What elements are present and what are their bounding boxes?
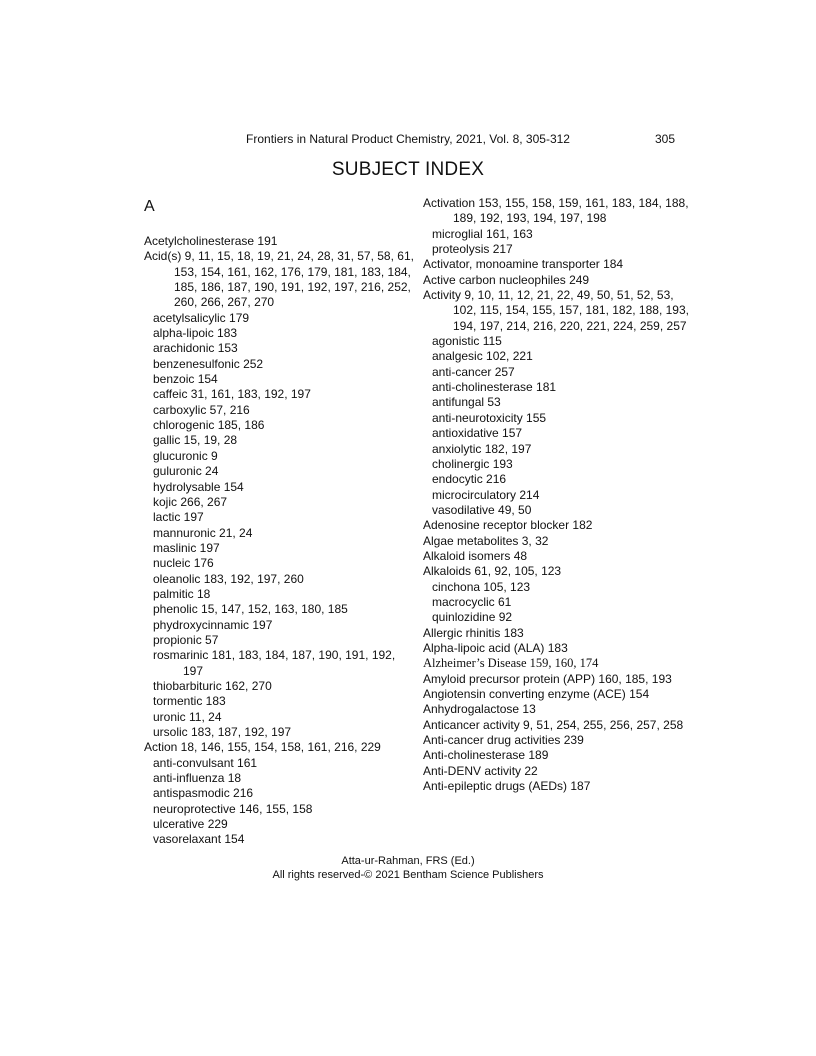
page-title: SUBJECT INDEX [331,159,485,180]
index-subentry: vasodilative 49, 50 [432,502,532,517]
index-column-left [144,234,414,848]
index-subentry: anti-convulsant 161 [153,755,258,770]
index-subentry: ulcerative 229 [153,817,228,832]
index-column-right [423,196,693,794]
index-subentry: carboxylic 57, 216 [153,402,250,417]
index-subentry: quinlozidine 92 [432,610,513,625]
index-subentry: propionic 57 [153,632,219,647]
index-subentry: tormentic 183 [153,694,226,709]
index-entry: Anti-epileptic drugs (AEDs) 187 [423,779,591,794]
index-subentry: antispasmodic 216 [153,786,254,801]
index-subentry: cinchona 105, 123 [432,579,531,594]
index-subentry: anti-cancer 257 [432,364,515,379]
index-entry: Amyloid precursor protein (APP) 160, 185, 193 [423,671,672,686]
index-entry: Active carbon nucleophiles 249 [423,272,590,287]
index-subentry: kojic 266, 267 [153,494,228,509]
index-subentry: alpha-lipoic 183 [153,326,238,341]
index-subentry: chlorogenic 185, 186 [153,418,265,433]
index-subentry: caffeic 31, 161, 183, 192, 197 [153,387,311,402]
index-entry: Acid(s) 9, 11, 15, 18, 19, 21, 24, 28, 31, 57, 58, 61, 153, 154, 161, 162, 176, 179, 181, 183, 184, 185, 186, 187, 190, 191, 192, 197, 216, 252, 260, 266, 267, 270 [144,249,414,310]
footer-rights: All rights reserved-© 2021 Bentham Science Publishers [272,869,544,881]
index-subentry: gallic 15, 19, 28 [153,433,238,448]
index-subentry: guluronic 24 [153,464,219,479]
index-subentry: microcirculatory 214 [432,487,540,502]
index-subentry: cholinergic 193 [432,456,513,471]
index-entry: Activation 153, 155, 158, 159, 161, 183, 184, 188, 189, 192, 193, 194, 197, 198 [423,196,689,226]
index-entry: Activator, monoamine transporter 184 [423,257,624,272]
index-entry: Angiotensin converting enzyme (ACE) 154 [423,687,650,701]
index-subentry: endocytic 216 [432,472,507,487]
index-subentry: mannuronic 21, 24 [153,525,253,540]
index-entry: Activity 9, 10, 11, 12, 21, 22, 49, 50, 51, 52, 53, 102, 115, 154, 155, 157, 181, 182, 188, 193, 194, 197, 214, 216, 220, 221, 224, 259, 257 [423,288,689,333]
index-entry: Allergic rhinitis 183 [423,625,524,640]
footer-editor: Atta-ur-Rahman, FRS (Ed.) [341,855,475,867]
index-subentry: antifungal 53 [432,395,501,410]
index-subentry: vasorelaxant 154 [153,832,245,847]
index-subentry: phenolic 15, 147, 152, 163, 180, 185 [153,602,348,617]
index-subentry: rosmarinic 181, 183, 184, 187, 190, 191, 192, 197 [153,648,396,678]
index-entry: Anti-DENV activity 22 [423,763,538,778]
index-entry: Anti-cholinesterase 189 [423,748,549,763]
index-subentry: anxiolytic 182, 197 [432,441,532,456]
index-subentry: microglial 161, 163 [432,226,533,241]
index-entry: Alpha-lipoic acid (ALA) 183 [423,640,568,655]
index-subentry: nucleic 176 [153,556,214,571]
index-subentry: benzenesulfonic 252 [153,356,264,371]
index-subentry: lactic 197 [153,510,204,525]
index-entry: Adenosine receptor blocker 182 [423,518,593,533]
index-subentry: macrocyclic 61 [432,594,512,609]
section-letter: A [144,198,155,215]
index-subentry: agonistic 115 [432,334,502,349]
index-subentry: glucuronic 9 [153,448,218,463]
index-entry: Anhydrogalactose 13 [423,702,536,717]
page-number: 305 [655,132,676,146]
index-subentry: maslinic 197 [153,540,220,555]
index-entry: Alzheimer’s Disease 159, 160, 174 [423,656,599,671]
index-subentry: anti-cholinesterase 181 [432,380,557,395]
index-subentry: proteolysis 217 [432,242,513,257]
running-header: Frontiers in Natural Product Chemistry, 2021, Vol. 8, 305-312 [246,132,570,146]
index-subentry: hydrolysable 154 [153,479,244,494]
index-subentry: benzoic 154 [153,372,218,387]
index-entry: Alkaloids 61, 92, 105, 123 [423,564,562,579]
index-subentry: anti-neurotoxicity 155 [432,410,547,425]
index-subentry: neuroprotective 146, 155, 158 [153,801,313,816]
index-subentry: ursolic 183, 187, 192, 197 [153,725,292,739]
index-subentry: anti-influenza 18 [153,771,242,786]
index-subentry: oleanolic 183, 192, 197, 260 [153,571,304,586]
index-subentry: acetylsalicylic 179 [153,310,250,325]
index-subentry: arachidonic 153 [153,341,238,356]
index-entry: Acetylcholinesterase 191 [144,234,278,248]
index-entry: Anti-cancer drug activities 239 [423,733,584,748]
index-entry: Alkaloid isomers 48 [423,548,528,563]
index-subentry: phydroxycinnamic 197 [153,617,273,632]
index-subentry: analgesic 102, 221 [432,349,533,364]
index-entry: Action 18, 146, 155, 154, 158, 161, 216, 229 [144,740,381,755]
index-entry: Anticancer activity 9, 51, 254, 255, 256, 257, 258 [423,717,684,732]
index-subentry: thiobarbituric 162, 270 [153,678,272,693]
index-subentry: uronic 11, 24 [153,709,222,724]
index-subentry: palmitic 18 [153,586,211,601]
index-entry: Algae metabolites 3, 32 [423,533,549,548]
index-subentry: antioxidative 157 [432,426,523,441]
